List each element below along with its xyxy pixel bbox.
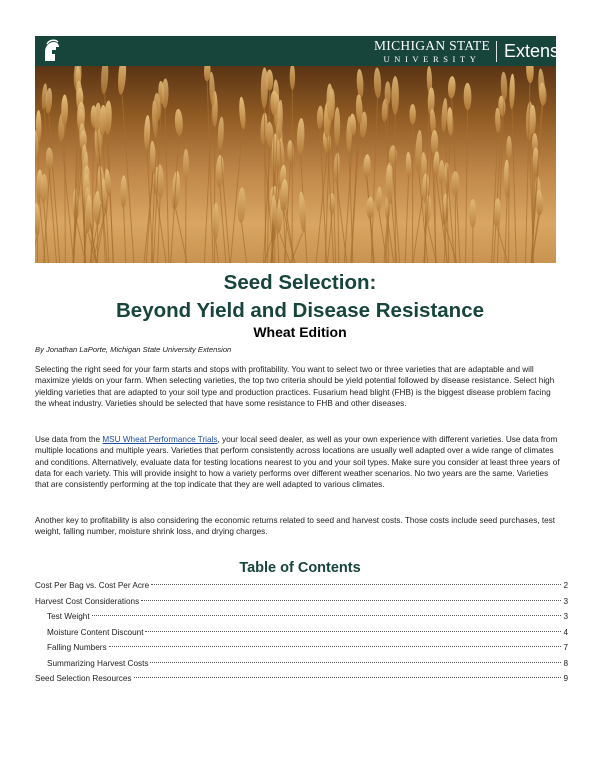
economics-paragraph: Another key to profitability is also considering the economic returns related to seed and harvest costs. Those costs include seed purchases, test weight, falling number, moisture shrink loss, and drying charges. xyxy=(35,516,556,537)
toc-page: 8 xyxy=(563,658,568,668)
intro-paragraph: Selecting the right seed for your farm starts and stops with profitability. You want to select two or three varieties that are adaptable and will maximize yields on your farm. When selecting varieties, the top two criteria should be yield potential followed by disease resistance. Select high yielding varieties that are adapted to your soil type and production practices. Fusarium head blight (FHB) is the biggest disease problem facing the wheat industry. Varieties should be selected that have some resistance to FHB and other diseases. xyxy=(35,365,555,408)
toc-leader xyxy=(109,646,562,647)
toc-leader xyxy=(134,677,562,678)
wheat-field-photo xyxy=(35,66,556,263)
toc-leader xyxy=(151,584,561,585)
toc-entry-cost-per-bag[interactable] xyxy=(35,578,568,594)
edition-subtitle: Wheat Edition xyxy=(253,324,347,340)
university-subname: UNIVERSITY xyxy=(383,53,481,64)
toc-title: Table of Contents xyxy=(239,560,361,576)
document-title-line2: Beyond Yield and Disease Resistance xyxy=(115,299,485,322)
banner-divider xyxy=(496,41,497,62)
data-paragraph xyxy=(35,434,563,490)
toc-label: Falling Numbers xyxy=(47,643,107,652)
extension-label: Extension xyxy=(504,41,584,61)
toc-label: Cost Per Bag vs. Cost Per Acre xyxy=(35,581,150,590)
toc-page: 7 xyxy=(563,643,568,652)
toc-page: 3 xyxy=(563,596,568,606)
university-wordmark[interactable] xyxy=(374,39,490,63)
toc-leader xyxy=(145,631,561,632)
toc-label: Seed Selection Resources xyxy=(35,674,132,683)
toc-page: 4 xyxy=(563,627,568,637)
toc-leader xyxy=(92,615,562,616)
paragraph-text: Use data from the xyxy=(35,435,103,444)
toc-entry-summarizing[interactable] xyxy=(35,656,568,672)
paragraph-text: , your local seed dealer, as well as your own experience with different varieties. Use data from multiple locations and multiple years. Varieties that perform consistently across locations are usually well adapted over a wide range of climates and conditions. Alternatively, evaluate data for testing locations nearest to you and your soil types. Make sure you consider at least three years of data for each variety. This will provide insight to how a variety performs over different weather scenarios. No two years are the same. Varieties that are consistently performing at the top indicate that they are well adapted to various climates. xyxy=(35,435,560,490)
spartan-helmet-icon xyxy=(41,39,61,63)
toc-entry-falling-numbers[interactable] xyxy=(35,640,568,656)
toc-label: Moisture Content Discount xyxy=(47,627,144,637)
header-banner xyxy=(35,36,584,66)
wheat-illustration xyxy=(35,66,556,263)
author-byline: By Jonathan LaPorte, Michigan State University Extension xyxy=(35,345,232,354)
toc-leader xyxy=(150,662,561,663)
toc-entry-moisture[interactable] xyxy=(35,625,568,641)
toc-page: 2 xyxy=(563,581,568,590)
toc-label: Harvest Cost Considerations xyxy=(35,596,140,606)
document-title-line1: Seed Selection: xyxy=(223,271,377,294)
toc-label: Summarizing Harvest Costs xyxy=(47,658,149,668)
toc-entry-harvest-cost[interactable] xyxy=(35,594,568,610)
toc-page: 3 xyxy=(563,612,568,621)
toc-entry-resources[interactable] xyxy=(35,671,568,687)
table-of-contents xyxy=(35,578,568,687)
toc-page: 9 xyxy=(563,674,568,683)
toc-label: Test Weight xyxy=(47,612,90,621)
toc-leader xyxy=(141,600,561,601)
msu-wheat-trials-link[interactable]: MSU Wheat Performance Trials xyxy=(102,435,218,444)
toc-entry-test-weight[interactable] xyxy=(35,609,568,625)
university-name: MICHIGAN STATE xyxy=(374,38,490,53)
